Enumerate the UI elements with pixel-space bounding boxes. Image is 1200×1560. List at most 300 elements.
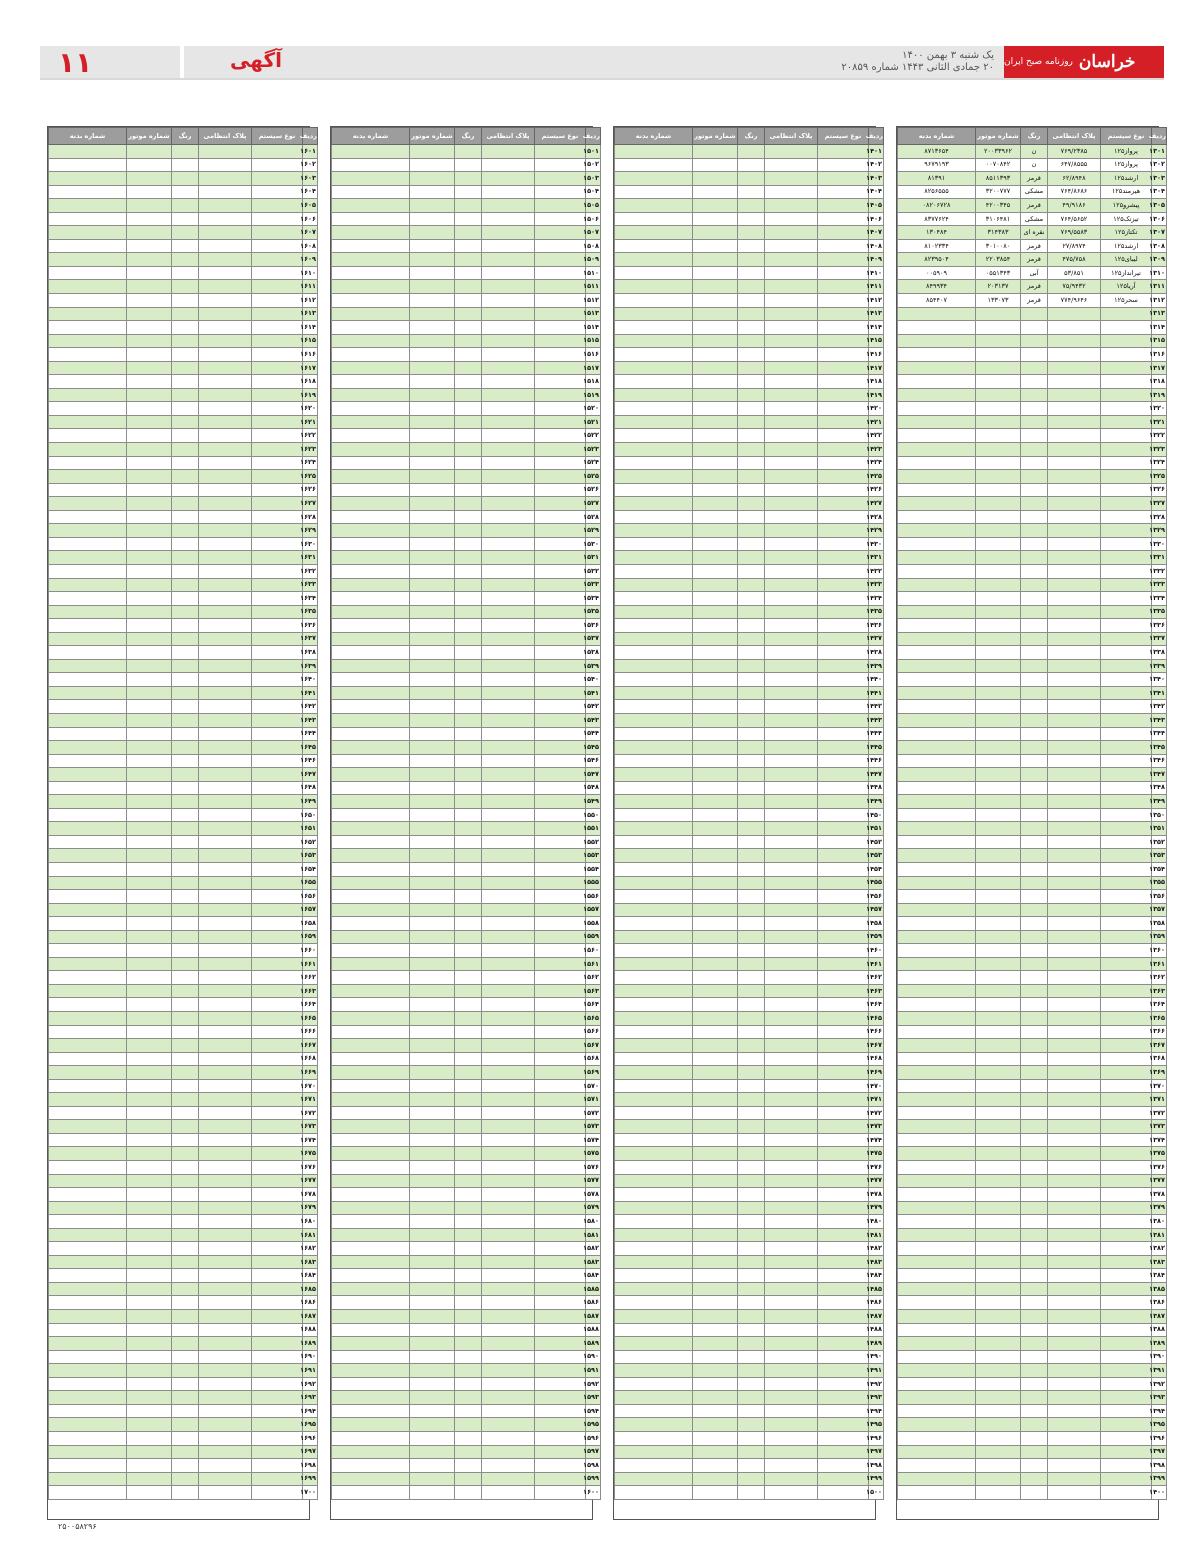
- table-cell: [693, 185, 738, 199]
- table-row: [898, 659, 1167, 673]
- row-number: ۱۵۳۲: [586, 564, 601, 578]
- table-cell: [615, 348, 693, 362]
- table-cell: [127, 673, 172, 687]
- table-cell: [410, 429, 455, 443]
- table-row: [49, 632, 318, 646]
- table-row: [898, 876, 1167, 890]
- table-cell: [1021, 1391, 1048, 1405]
- row-number: ۱۵۸۷: [586, 1310, 601, 1324]
- table-cell: [535, 1161, 586, 1175]
- table-cell: [482, 1377, 535, 1391]
- table-row: [332, 402, 601, 416]
- table-row: [898, 1161, 1167, 1175]
- row-number: ۱۶۷۹: [303, 1201, 318, 1215]
- row-number: ۱۴۴۶: [869, 754, 884, 768]
- table-cell: [765, 510, 818, 524]
- table-cell: [898, 984, 976, 998]
- table-cell: [49, 971, 127, 985]
- table-cell: [1101, 646, 1152, 660]
- table-cell: [455, 294, 482, 308]
- table-cell: [898, 361, 976, 375]
- table-cell: [332, 998, 410, 1012]
- row-number: ۱۵۰۷: [586, 226, 601, 240]
- table-cell: [693, 470, 738, 484]
- table-cell: [127, 402, 172, 416]
- table-cell: [199, 1052, 252, 1066]
- table-cell: [332, 1079, 410, 1093]
- table-cell: [1048, 443, 1101, 457]
- table-cell: [127, 1228, 172, 1242]
- table-cell: [482, 348, 535, 362]
- row-number: ۱۴۳۴: [869, 592, 884, 606]
- table-cell: [818, 510, 869, 524]
- table-row: [49, 673, 318, 687]
- vehicle-table-column-2: [613, 126, 883, 1520]
- column-header: شماره بدنه: [898, 128, 976, 145]
- table-cell: [455, 876, 482, 890]
- row-number: ۱۶۶۰: [303, 944, 318, 958]
- table-cell: [738, 646, 765, 660]
- row-number: ۱۴۱۶: [869, 348, 884, 362]
- table-cell: [615, 280, 693, 294]
- table-row: [898, 172, 1167, 186]
- table-cell: [410, 334, 455, 348]
- table-cell: [738, 808, 765, 822]
- table-row: [332, 145, 601, 159]
- table-cell: [127, 1174, 172, 1188]
- table-row: [49, 1296, 318, 1310]
- table-cell: [898, 822, 976, 836]
- table-cell: [818, 524, 869, 538]
- table-cell: [1101, 1120, 1152, 1134]
- table-cell: [535, 1337, 586, 1351]
- table-row: [898, 754, 1167, 768]
- table-cell: [765, 957, 818, 971]
- table-cell: [818, 1228, 869, 1242]
- table-cell: [535, 971, 586, 985]
- table-row: [898, 1350, 1167, 1364]
- table-row: [615, 1079, 884, 1093]
- table-cell: [615, 510, 693, 524]
- table-cell: [976, 1255, 1021, 1269]
- table-cell: [818, 1174, 869, 1188]
- table-cell: [1101, 944, 1152, 958]
- table-cell: [535, 998, 586, 1012]
- table-cell: [127, 280, 172, 294]
- table-cell: [455, 443, 482, 457]
- table-row: [49, 1323, 318, 1337]
- table-cell: [482, 1445, 535, 1459]
- table-row: [898, 1296, 1167, 1310]
- table-cell: [818, 321, 869, 335]
- table-cell: [976, 361, 1021, 375]
- row-number: ۱۶۹۲: [303, 1377, 318, 1391]
- table-cell: [252, 1459, 303, 1473]
- table-cell: [127, 321, 172, 335]
- table-cell: [818, 1391, 869, 1405]
- row-number: ۱۵۰۲: [586, 158, 601, 172]
- table-cell: [1048, 1364, 1101, 1378]
- table-cell: [765, 564, 818, 578]
- table-cell: [898, 375, 976, 389]
- table-cell: [172, 1486, 199, 1500]
- table-cell: [455, 727, 482, 741]
- table-cell: [127, 1459, 172, 1473]
- table-cell: [199, 1391, 252, 1405]
- table-cell: [535, 781, 586, 795]
- table-cell: [1101, 605, 1152, 619]
- table-cell: [410, 361, 455, 375]
- table-cell: [615, 998, 693, 1012]
- row-number: ۱۴۰۹: [869, 253, 884, 267]
- table-cell: [410, 510, 455, 524]
- table-cell: [252, 1377, 303, 1391]
- table-cell: [738, 944, 765, 958]
- table-cell: [410, 971, 455, 985]
- table-cell: [535, 551, 586, 565]
- row-number: ۱۵۷۷: [586, 1174, 601, 1188]
- table-cell: [199, 307, 252, 321]
- table-row: [615, 1025, 884, 1039]
- table-cell: [455, 158, 482, 172]
- row-number: ۱۶۰۰: [586, 1486, 601, 1500]
- table-cell: [482, 524, 535, 538]
- table-row: [332, 1337, 601, 1351]
- table-row: [615, 1377, 884, 1391]
- row-number: ۱۴۱۳: [869, 307, 884, 321]
- table-cell: [535, 456, 586, 470]
- table-cell: [1101, 415, 1152, 429]
- table-cell: [199, 890, 252, 904]
- table-cell: [199, 1242, 252, 1256]
- table-cell: [615, 592, 693, 606]
- table-cell: [127, 361, 172, 375]
- table-cell: [172, 1431, 199, 1445]
- table-cell: [455, 199, 482, 213]
- table-row: [615, 294, 884, 308]
- table-cell: [818, 1120, 869, 1134]
- table-cell: [535, 361, 586, 375]
- table-cell: [1021, 1174, 1048, 1188]
- table-cell: [693, 348, 738, 362]
- table-row: [898, 415, 1167, 429]
- row-number: ۱۳۲۳: [1152, 443, 1167, 457]
- table-cell: [332, 456, 410, 470]
- table-cell: [693, 1052, 738, 1066]
- row-number: ۱۶۹۹: [303, 1472, 318, 1486]
- table-row: [49, 930, 318, 944]
- row-number: ۱۳۹۴: [1152, 1404, 1167, 1418]
- table-cell: [49, 822, 127, 836]
- table-cell: [252, 307, 303, 321]
- table-row: [332, 1282, 601, 1296]
- table-cell: [332, 971, 410, 985]
- table-cell: [199, 185, 252, 199]
- table-row: [332, 321, 601, 335]
- table-cell: [976, 388, 1021, 402]
- table-cell: [693, 1296, 738, 1310]
- table-cell: [127, 876, 172, 890]
- table-cell: [693, 917, 738, 931]
- table-cell: [1021, 321, 1048, 335]
- row-number: ۱۴۳۰: [869, 537, 884, 551]
- table-cell: [199, 741, 252, 755]
- table-cell: [765, 1147, 818, 1161]
- table-row: [49, 429, 318, 443]
- table-cell: [898, 890, 976, 904]
- table-cell: [1048, 781, 1101, 795]
- table-cell: [1021, 808, 1048, 822]
- table-row: [898, 334, 1167, 348]
- row-number: ۱۳۹۹: [1152, 1472, 1167, 1486]
- table-cell: [1021, 1404, 1048, 1418]
- table-cell: [410, 849, 455, 863]
- table-cell: [976, 984, 1021, 998]
- table-cell: [455, 1106, 482, 1120]
- table-cell: [482, 551, 535, 565]
- table-cell: [765, 212, 818, 226]
- date-hijri: ۲۰ جمادی الثانی ۱۴۴۳ شماره ۲۰۸۵۹: [841, 62, 994, 73]
- table-cell: [172, 984, 199, 998]
- table-row: [332, 998, 601, 1012]
- table-cell: [172, 348, 199, 362]
- table-cell: [252, 1174, 303, 1188]
- table-cell: [252, 483, 303, 497]
- table-cell: [172, 212, 199, 226]
- table-cell: [455, 1066, 482, 1080]
- table-cell: [127, 944, 172, 958]
- table-cell: [898, 1350, 976, 1364]
- table-row: [615, 741, 884, 755]
- table-cell: [199, 1418, 252, 1432]
- table-cell: [898, 1310, 976, 1324]
- table-cell: [535, 1486, 586, 1500]
- table-cell: [693, 415, 738, 429]
- table-cell: ۷۶۹/۵۵۸۳: [1048, 226, 1101, 240]
- table-cell: [976, 686, 1021, 700]
- row-number: ۱۶۲۱: [303, 415, 318, 429]
- table-cell: [1048, 1052, 1101, 1066]
- table-cell: [252, 524, 303, 538]
- table-row: [332, 1404, 601, 1418]
- table-cell: [818, 443, 869, 457]
- table-cell: [976, 1282, 1021, 1296]
- table-cell: [1048, 659, 1101, 673]
- row-number: ۱۶۷۸: [303, 1188, 318, 1202]
- table-cell: [172, 686, 199, 700]
- table-cell: [410, 835, 455, 849]
- column-header: نوع سیستم: [535, 128, 586, 145]
- table-cell: [693, 375, 738, 389]
- table-cell: [818, 388, 869, 402]
- table-cell: [49, 158, 127, 172]
- table-cell: [693, 1404, 738, 1418]
- row-number: ۱۳۷۶: [1152, 1161, 1167, 1175]
- table-cell: [127, 727, 172, 741]
- table-cell: [1021, 1337, 1048, 1351]
- table-cell: [818, 1012, 869, 1026]
- table-cell: [1048, 930, 1101, 944]
- table-row: [615, 1282, 884, 1296]
- table-cell: [455, 334, 482, 348]
- table-row: [898, 1133, 1167, 1147]
- table-cell: [127, 185, 172, 199]
- table-cell: [738, 1039, 765, 1053]
- table-cell: [252, 619, 303, 633]
- table-cell: [765, 754, 818, 768]
- table-cell: [1101, 1147, 1152, 1161]
- table-cell: [976, 808, 1021, 822]
- row-number: ۱۶۴۳: [303, 713, 318, 727]
- table-cell: [738, 321, 765, 335]
- table-cell: [172, 537, 199, 551]
- table-cell: [898, 903, 976, 917]
- table-cell: [1021, 903, 1048, 917]
- table-cell: [898, 1120, 976, 1134]
- table-cell: [199, 1431, 252, 1445]
- table-cell: [898, 402, 976, 416]
- table-cell: [535, 1106, 586, 1120]
- table-cell: [1101, 497, 1152, 511]
- table-cell: [172, 713, 199, 727]
- table-cell: [410, 741, 455, 755]
- table-cell: [765, 1310, 818, 1324]
- table-cell: [172, 659, 199, 673]
- table-cell: [898, 578, 976, 592]
- table-cell: [252, 903, 303, 917]
- table-row: [898, 1147, 1167, 1161]
- table-cell: [252, 1269, 303, 1283]
- table-cell: [898, 1459, 976, 1473]
- table-cell: [818, 199, 869, 213]
- table-cell: [172, 158, 199, 172]
- table-cell: [482, 1282, 535, 1296]
- table-cell: [252, 470, 303, 484]
- table-cell: [252, 862, 303, 876]
- table-cell: [738, 592, 765, 606]
- row-number: ۱۴۸۷: [869, 1310, 884, 1324]
- table-cell: ۲۰۳۱۳۷: [976, 280, 1021, 294]
- table-cell: [818, 822, 869, 836]
- table-cell: [765, 592, 818, 606]
- table-cell: [615, 727, 693, 741]
- table-cell: [127, 1133, 172, 1147]
- row-number: ۱۴۴۱: [869, 686, 884, 700]
- row-number: ۱۵۷۱: [586, 1093, 601, 1107]
- table-cell: [172, 510, 199, 524]
- table-cell: [49, 1296, 127, 1310]
- table-cell: [693, 1161, 738, 1175]
- table-cell: [172, 971, 199, 985]
- table-cell: ۶۲/۸۹۴۸: [1048, 172, 1101, 186]
- table-cell: [332, 1323, 410, 1337]
- table-row: [898, 510, 1167, 524]
- row-number: ۱۳۸۸: [1152, 1323, 1167, 1337]
- table-row: [49, 944, 318, 958]
- table-cell: [127, 1215, 172, 1229]
- table-cell: [898, 1296, 976, 1310]
- row-number: ۱۵۰۱: [586, 145, 601, 159]
- table-cell: [898, 483, 976, 497]
- table-cell: [1021, 646, 1048, 660]
- table-cell: [818, 145, 869, 159]
- row-number: ۱۶۱۹: [303, 388, 318, 402]
- table-cell: ۸۵۴۴۰۷: [898, 294, 976, 308]
- table-row: [332, 199, 601, 213]
- table-cell: [332, 1337, 410, 1351]
- table-row: [332, 971, 601, 985]
- table-row: [898, 199, 1167, 213]
- column-header: شماره موتور: [976, 128, 1021, 145]
- table-cell: [455, 673, 482, 687]
- table-row: [615, 280, 884, 294]
- table-row: [898, 1282, 1167, 1296]
- table-cell: [898, 551, 976, 565]
- table-cell: [1101, 470, 1152, 484]
- table-cell: [818, 1377, 869, 1391]
- row-number: ۱۴۴۹: [869, 795, 884, 809]
- row-number: ۱۶۰۶: [303, 212, 318, 226]
- table-cell: [332, 145, 410, 159]
- table-cell: [49, 713, 127, 727]
- row-number: ۱۵۷۶: [586, 1161, 601, 1175]
- row-number: ۱۳۲۷: [1152, 497, 1167, 511]
- table-cell: [693, 944, 738, 958]
- row-number: ۱۳۸۱: [1152, 1228, 1167, 1242]
- table-cell: تیزتک۱۲۵: [1101, 212, 1152, 226]
- table-cell: [410, 984, 455, 998]
- row-number: ۱۶۱۲: [303, 294, 318, 308]
- table-cell: [455, 862, 482, 876]
- table-cell: [738, 930, 765, 944]
- table-cell: [693, 199, 738, 213]
- table-cell: [252, 713, 303, 727]
- table-row: [49, 876, 318, 890]
- table-cell: [410, 754, 455, 768]
- vehicle-table-column-3: [330, 126, 600, 1520]
- table-row: [332, 1323, 601, 1337]
- table-cell: [1101, 957, 1152, 971]
- table-cell: [693, 1147, 738, 1161]
- table-cell: [332, 402, 410, 416]
- row-number: ۱۵۹۰: [586, 1350, 601, 1364]
- table-row: [615, 1039, 884, 1053]
- table-cell: [482, 944, 535, 958]
- table-cell: [1101, 456, 1152, 470]
- table-cell: [410, 537, 455, 551]
- table-cell: [976, 998, 1021, 1012]
- table-cell: [127, 592, 172, 606]
- table-cell: [127, 388, 172, 402]
- table-cell: [738, 1323, 765, 1337]
- table-cell: [615, 1282, 693, 1296]
- table-cell: [615, 1323, 693, 1337]
- table-cell: ۷۶۹/۲۳۸۵: [1048, 145, 1101, 159]
- table-cell: [332, 713, 410, 727]
- table-cell: [172, 1364, 199, 1378]
- table-row: [49, 1133, 318, 1147]
- table-cell: [172, 294, 199, 308]
- table-cell: [818, 903, 869, 917]
- table-cell: [172, 280, 199, 294]
- table-cell: [976, 1133, 1021, 1147]
- table-row: [898, 1228, 1167, 1242]
- table-cell: [535, 1391, 586, 1405]
- table-cell: [49, 1337, 127, 1351]
- table-cell: [738, 456, 765, 470]
- table-cell: [1048, 727, 1101, 741]
- table-cell: [252, 443, 303, 457]
